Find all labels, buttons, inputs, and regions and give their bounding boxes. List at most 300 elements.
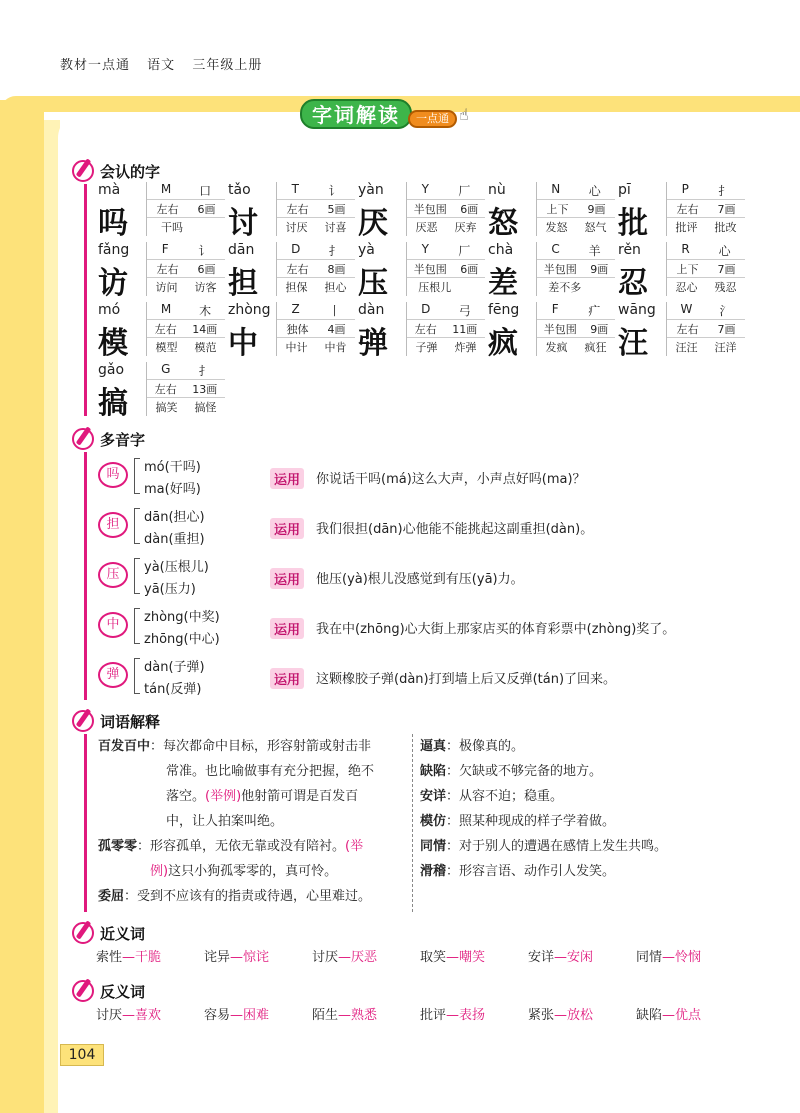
word-pair <box>636 1004 744 1023</box>
reading-1: yà(压根儿) <box>144 560 209 575</box>
structure: 半包围 <box>413 263 447 276</box>
section-title-polyphone: 多音字 <box>72 428 145 450</box>
character: 厌 <box>358 206 388 241</box>
usage-tag: 运用 <box>270 618 304 639</box>
word: 缺陷 <box>636 1008 663 1023</box>
radical: 木 <box>199 304 212 318</box>
radical: 心 <box>718 244 731 258</box>
structure-strokes <box>667 261 745 278</box>
capital-letter: R <box>681 242 690 256</box>
paired-word: 放松 <box>567 1008 594 1023</box>
structure-strokes <box>277 321 355 338</box>
character: 中 <box>228 326 258 361</box>
character-info <box>666 302 744 356</box>
character-card <box>488 242 618 302</box>
example-words <box>277 219 355 236</box>
example-words <box>407 279 485 296</box>
dash: — <box>662 1008 676 1023</box>
brace <box>134 558 140 594</box>
reading-1: dàn(子弹) <box>144 660 205 675</box>
example-word: 忍心 <box>675 281 698 294</box>
character-card <box>488 302 618 362</box>
polyphone-char-badge: 中 <box>98 612 128 638</box>
word-pair <box>312 946 420 965</box>
explain-entry: 同情：对于别人的遭遇在感情上发生共鸣。 <box>420 839 668 854</box>
structure-strokes <box>537 201 615 218</box>
page-number: 104 <box>60 1044 104 1066</box>
example-word: 怒气 <box>584 221 607 234</box>
structure: 左右 <box>154 323 177 336</box>
pinyin: mó <box>98 302 121 318</box>
letter-radical <box>147 302 225 320</box>
structure-strokes <box>667 201 745 218</box>
banner-title: 字词解读 <box>300 99 412 129</box>
structure: 左右 <box>286 203 309 216</box>
character-info <box>146 242 224 296</box>
letter-radical <box>667 182 745 200</box>
word: 讨厌 <box>96 1008 123 1023</box>
word: 安详 <box>528 950 555 965</box>
pointing-hand-icon: ☝ <box>459 104 469 124</box>
polyphone-item <box>98 656 758 700</box>
pinyin: zhòng <box>228 302 271 318</box>
example-word: 担保 <box>285 281 308 294</box>
paired-word: 安闲 <box>567 950 594 965</box>
word-pair <box>528 1004 636 1023</box>
capital-letter: W <box>680 302 693 316</box>
reading-2: ma(好吗) <box>144 482 201 497</box>
word-pair <box>204 946 312 965</box>
reading-2: dàn(重担) <box>144 532 205 547</box>
word: 容易 <box>204 1008 231 1023</box>
structure: 半包围 <box>543 323 577 336</box>
example-word: 汪汪 <box>675 341 698 354</box>
pinyin: chà <box>488 242 514 258</box>
letter-radical <box>667 242 745 260</box>
pinyin: mà <box>98 182 121 198</box>
radical: 讠 <box>198 244 211 258</box>
dash: — <box>338 1008 352 1023</box>
pinyin: tǎo <box>228 182 251 198</box>
letter-radical <box>277 182 355 200</box>
letter-radical <box>537 242 615 260</box>
structure: 左右 <box>676 323 699 336</box>
stroke-count: 8画 <box>327 263 346 276</box>
structure-strokes <box>667 321 745 338</box>
radical: 扌 <box>328 244 341 258</box>
stroke-count: 6画 <box>197 203 216 216</box>
character: 疯 <box>488 326 518 361</box>
usage-tag: 运用 <box>270 468 304 489</box>
radical: 厂 <box>458 244 471 258</box>
brace <box>134 458 140 494</box>
dash: — <box>554 950 568 965</box>
capital-letter: D <box>421 302 431 316</box>
example-words <box>667 279 745 296</box>
example-words <box>407 219 485 236</box>
stroke-count: 9画 <box>590 263 609 276</box>
example-words <box>147 399 225 416</box>
character-card <box>618 242 748 302</box>
example-word: 炸弹 <box>454 341 477 354</box>
structure: 左右 <box>286 263 309 276</box>
character: 搞 <box>98 386 128 421</box>
structure-strokes <box>407 261 485 278</box>
structure-strokes <box>277 261 355 278</box>
letter-radical <box>147 362 225 380</box>
word: 诧异 <box>204 950 231 965</box>
example-word: 访问 <box>155 281 178 294</box>
character: 怒 <box>488 206 518 241</box>
example-words <box>147 339 225 356</box>
example-words <box>407 339 485 356</box>
example-word: 批评 <box>675 221 698 234</box>
polyphone-item <box>98 556 758 600</box>
example-words <box>537 219 615 236</box>
capital-letter: Y <box>421 242 429 256</box>
character-card <box>618 182 748 242</box>
structure-strokes <box>537 261 615 278</box>
reading-2: zhōng(中心) <box>144 632 220 647</box>
example-words <box>537 339 615 356</box>
reading-1: mó(干吗) <box>144 460 201 475</box>
letter-radical <box>407 242 485 260</box>
polyphone-char-badge: 弹 <box>98 662 128 688</box>
example-words <box>537 279 615 296</box>
character-info <box>276 302 354 356</box>
word-pair <box>420 1004 528 1023</box>
structure: 上下 <box>546 203 569 216</box>
capital-letter: P <box>681 182 689 196</box>
dash: — <box>338 950 352 965</box>
usage-tag: 运用 <box>270 518 304 539</box>
character: 担 <box>228 266 258 301</box>
explain-entry: 安详：从容不迫；稳重。 <box>420 789 564 804</box>
character-info <box>406 242 484 296</box>
pinyin: dān <box>228 242 255 258</box>
character-card <box>98 242 228 302</box>
example-words <box>147 219 225 236</box>
character-card <box>488 182 618 242</box>
pinyin: yà <box>358 242 375 258</box>
character-card <box>358 182 488 242</box>
stroke-count: 6画 <box>460 203 479 216</box>
character: 汪 <box>618 326 648 361</box>
example-word: 模范 <box>194 341 217 354</box>
pencil-icon <box>72 428 94 450</box>
section-title-synonym: 近义词 <box>72 922 145 944</box>
reading-1: dān(担心) <box>144 510 205 525</box>
word-pair <box>96 946 204 965</box>
synonym-row <box>96 946 744 965</box>
word-pair <box>636 946 744 965</box>
stroke-count: 11画 <box>452 323 478 336</box>
stroke-count: 9画 <box>587 203 606 216</box>
dash: — <box>122 950 136 965</box>
character: 吗 <box>98 206 128 241</box>
pinyin: rěn <box>618 242 641 258</box>
word: 讨厌 <box>312 950 339 965</box>
subject: 语文 <box>147 58 176 73</box>
polyphone-char-badge: 压 <box>98 562 128 588</box>
paired-word: 困难 <box>243 1008 270 1023</box>
character-info <box>666 242 744 296</box>
letter-radical <box>407 182 485 200</box>
polyphone-item <box>98 606 758 650</box>
character: 压 <box>358 266 388 301</box>
pencil-icon <box>72 710 94 732</box>
example-word: 讨厌 <box>285 221 308 234</box>
stroke-count: 7画 <box>717 263 736 276</box>
example-word: 汪洋 <box>714 341 737 354</box>
example-word: 批改 <box>714 221 737 234</box>
word: 索性 <box>96 950 123 965</box>
character-card <box>618 302 748 362</box>
paired-word: 干脆 <box>135 950 162 965</box>
running-header <box>60 54 274 73</box>
capital-letter: F <box>551 302 559 316</box>
paired-word: 熟悉 <box>351 1008 378 1023</box>
word: 批评 <box>420 1008 447 1023</box>
pencil-icon <box>72 922 94 944</box>
capital-letter: N <box>551 182 561 196</box>
radical: 扌 <box>718 184 731 198</box>
character: 批 <box>618 206 648 241</box>
example-word: 疯狂 <box>584 341 607 354</box>
example-words <box>667 339 745 356</box>
brace <box>134 608 140 644</box>
example-words <box>277 339 355 356</box>
explain-entry: 模仿：照某种现成的样子学着做。 <box>420 814 616 829</box>
section-title-antonym: 反义词 <box>72 980 145 1002</box>
example-word: 子弹 <box>415 341 438 354</box>
structure: 半包围 <box>413 203 447 216</box>
example-word: 残忍 <box>714 281 737 294</box>
structure: 左右 <box>414 323 437 336</box>
explain-entry: 滑稽：形容言语、动作引人发笑。 <box>420 864 616 879</box>
letter-radical <box>277 302 355 320</box>
example-word: 差不多 <box>548 281 582 294</box>
section-banner <box>300 97 469 131</box>
dash: — <box>446 1008 460 1023</box>
dash: — <box>230 950 244 965</box>
section-bar <box>84 452 87 700</box>
character-info <box>146 362 224 416</box>
letter-radical <box>537 302 615 320</box>
capital-letter: D <box>291 242 301 256</box>
reading-2: yā(压力) <box>144 582 196 597</box>
character: 弹 <box>358 326 388 361</box>
usage-sentence: 我在中(zhōng)心大街上那家店买的体育彩票中(zhòng)奖了。 <box>316 622 676 637</box>
structure: 上下 <box>676 263 699 276</box>
character-info <box>276 242 354 296</box>
explain-entry: 逼真：极像真的。 <box>420 739 525 754</box>
stroke-count: 7画 <box>717 323 736 336</box>
word-pair <box>420 946 528 965</box>
explain-entry: 孤零零：形容孤单，无依无靠或没有陪衬。(举 <box>98 839 364 854</box>
letter-radical <box>277 242 355 260</box>
section-title-recognize: 会认的字 <box>72 160 160 182</box>
polyphone-item <box>98 456 758 500</box>
letter-radical <box>667 302 745 320</box>
letter-radical <box>147 182 225 200</box>
character-card <box>358 302 488 362</box>
character: 模 <box>98 326 128 361</box>
usage-sentence: 我们很担(dān)心他能不能挑起这副重担(dàn)。 <box>316 522 594 537</box>
example-word: 干吗 <box>161 221 183 234</box>
structure-strokes <box>147 201 225 218</box>
stroke-count: 6画 <box>460 263 479 276</box>
word-pair <box>204 1004 312 1023</box>
stroke-count: 14画 <box>192 323 218 336</box>
explain-left-column: 百发百中：每次都命中目标，形容射箭或射击非 常准。也比喻做事有充分把握，绝不 落空。(举例)他射箭可谓是百发百 中，让人拍案叫绝。 孤零零：形容孤单，无依无靠或没有陪衬。(举 例)这只小狗孤零零的，真可怜。 委屈：受到不应该有的指责或待遇，心里难过。 <box>98 734 408 909</box>
pinyin: gǎo <box>98 362 125 378</box>
pinyin: fǎng <box>98 242 130 258</box>
character-info <box>406 182 484 236</box>
example-word: 模型 <box>155 341 178 354</box>
reading-1: zhòng(中奖) <box>144 610 220 625</box>
brace <box>134 508 140 544</box>
capital-letter: M <box>160 182 172 196</box>
paired-word: 嘲笑 <box>459 950 486 965</box>
banner-subtitle: 一点通 <box>408 110 457 128</box>
letter-radical <box>537 182 615 200</box>
polyphone-char-badge: 吗 <box>98 462 128 488</box>
section-title-explain: 词语解释 <box>72 710 160 732</box>
pinyin: yàn <box>358 182 384 198</box>
example-words <box>147 279 225 296</box>
stroke-count: 9画 <box>590 323 609 336</box>
character-card <box>358 242 488 302</box>
brace <box>134 658 140 694</box>
polyphone-char-badge: 担 <box>98 512 128 538</box>
character-info <box>536 302 614 356</box>
column-divider <box>412 734 413 912</box>
pencil-icon <box>72 160 94 182</box>
paired-word: 优点 <box>675 1008 702 1023</box>
capital-letter: C <box>551 242 560 256</box>
section-bar <box>84 734 87 912</box>
radical: 弓 <box>458 304 471 318</box>
structure-strokes <box>407 321 485 338</box>
usage-tag: 运用 <box>270 568 304 589</box>
character-info <box>406 302 484 356</box>
dash: — <box>230 1008 244 1023</box>
example-words <box>667 219 745 236</box>
paired-word: 惊诧 <box>243 950 270 965</box>
example-word: 发疯 <box>545 341 568 354</box>
dash: — <box>122 1008 136 1023</box>
word: 紧张 <box>528 1008 555 1023</box>
stroke-count: 7画 <box>717 203 736 216</box>
character-info <box>276 182 354 236</box>
word-pair <box>528 946 636 965</box>
pinyin: pī <box>618 182 631 198</box>
pinyin: dàn <box>358 302 385 318</box>
character: 访 <box>98 266 128 301</box>
radical: 羊 <box>588 244 601 258</box>
capital-letter: T <box>291 182 299 196</box>
reading-2: tán(反弹) <box>144 682 202 697</box>
dash: — <box>446 950 460 965</box>
example-word: 讨喜 <box>324 221 347 234</box>
example-word: 中肯 <box>324 341 347 354</box>
pinyin: wāng <box>618 302 656 318</box>
dash: — <box>554 1008 568 1023</box>
explain-entry: 缺陷：欠缺或不够完备的地方。 <box>420 764 603 779</box>
word-pair <box>312 1004 420 1023</box>
example-word: 搞怪 <box>194 401 217 414</box>
structure-strokes <box>537 321 615 338</box>
character: 忍 <box>618 266 648 301</box>
structure: 左右 <box>156 263 179 276</box>
capital-letter: M <box>160 302 172 316</box>
section-bar <box>84 184 87 416</box>
character-info <box>666 182 744 236</box>
example-words <box>277 279 355 296</box>
structure-strokes <box>277 201 355 218</box>
word-pair <box>96 1004 204 1023</box>
example-word: 压根儿 <box>418 281 452 294</box>
capital-letter: G <box>161 362 171 376</box>
character-card <box>98 302 228 362</box>
word: 取笑 <box>420 950 447 965</box>
character: 差 <box>488 266 518 301</box>
word: 同情 <box>636 950 663 965</box>
structure: 独体 <box>286 323 309 336</box>
pencil-icon <box>72 980 94 1002</box>
paired-word: 表扬 <box>459 1008 486 1023</box>
structure-strokes <box>147 321 225 338</box>
structure: 左右 <box>156 203 179 216</box>
explain-entry: 委屈：受到不应该有的指责或待遇，心里难过。 <box>98 889 372 904</box>
example-word: 中计 <box>285 341 308 354</box>
capital-letter: F <box>161 242 169 256</box>
example-word: 搞笑 <box>155 401 178 414</box>
explain-right-column <box>420 734 740 884</box>
structure: 左右 <box>154 383 177 396</box>
character-card <box>228 242 358 302</box>
example-word: 发怒 <box>545 221 568 234</box>
paired-word: 喜欢 <box>135 1008 162 1023</box>
character-info <box>146 302 224 356</box>
character-info <box>146 182 224 236</box>
example-word: 厌弃 <box>454 221 477 234</box>
character-card <box>228 302 358 362</box>
stroke-count: 13画 <box>192 383 218 396</box>
stroke-count: 4画 <box>327 323 346 336</box>
page-edge-left <box>0 100 44 1113</box>
paired-word: 怜悯 <box>675 950 702 965</box>
radical: 疒 <box>588 304 601 318</box>
paired-word: 厌恶 <box>351 950 378 965</box>
radical: 厂 <box>458 184 471 198</box>
structure: 左右 <box>676 203 699 216</box>
structure-strokes <box>147 261 225 278</box>
character-card <box>98 182 228 242</box>
usage-sentence: 你说话干吗(má)这么大声，小声点好吗(ma)？ <box>316 472 586 487</box>
radical: 丨 <box>328 304 341 318</box>
pinyin: nù <box>488 182 506 198</box>
example-word: 厌恶 <box>415 221 438 234</box>
radical: 扌 <box>198 364 211 378</box>
character-info <box>536 242 614 296</box>
dash: — <box>662 950 676 965</box>
explain-entry: 百发百中：每次都命中目标，形容射箭或射击非 <box>98 739 372 754</box>
usage-sentence: 这颗橡胶子弹(dàn)打到墙上后又反弹(tán)了回来。 <box>316 672 617 687</box>
letter-radical <box>407 302 485 320</box>
stroke-count: 6画 <box>197 263 216 276</box>
